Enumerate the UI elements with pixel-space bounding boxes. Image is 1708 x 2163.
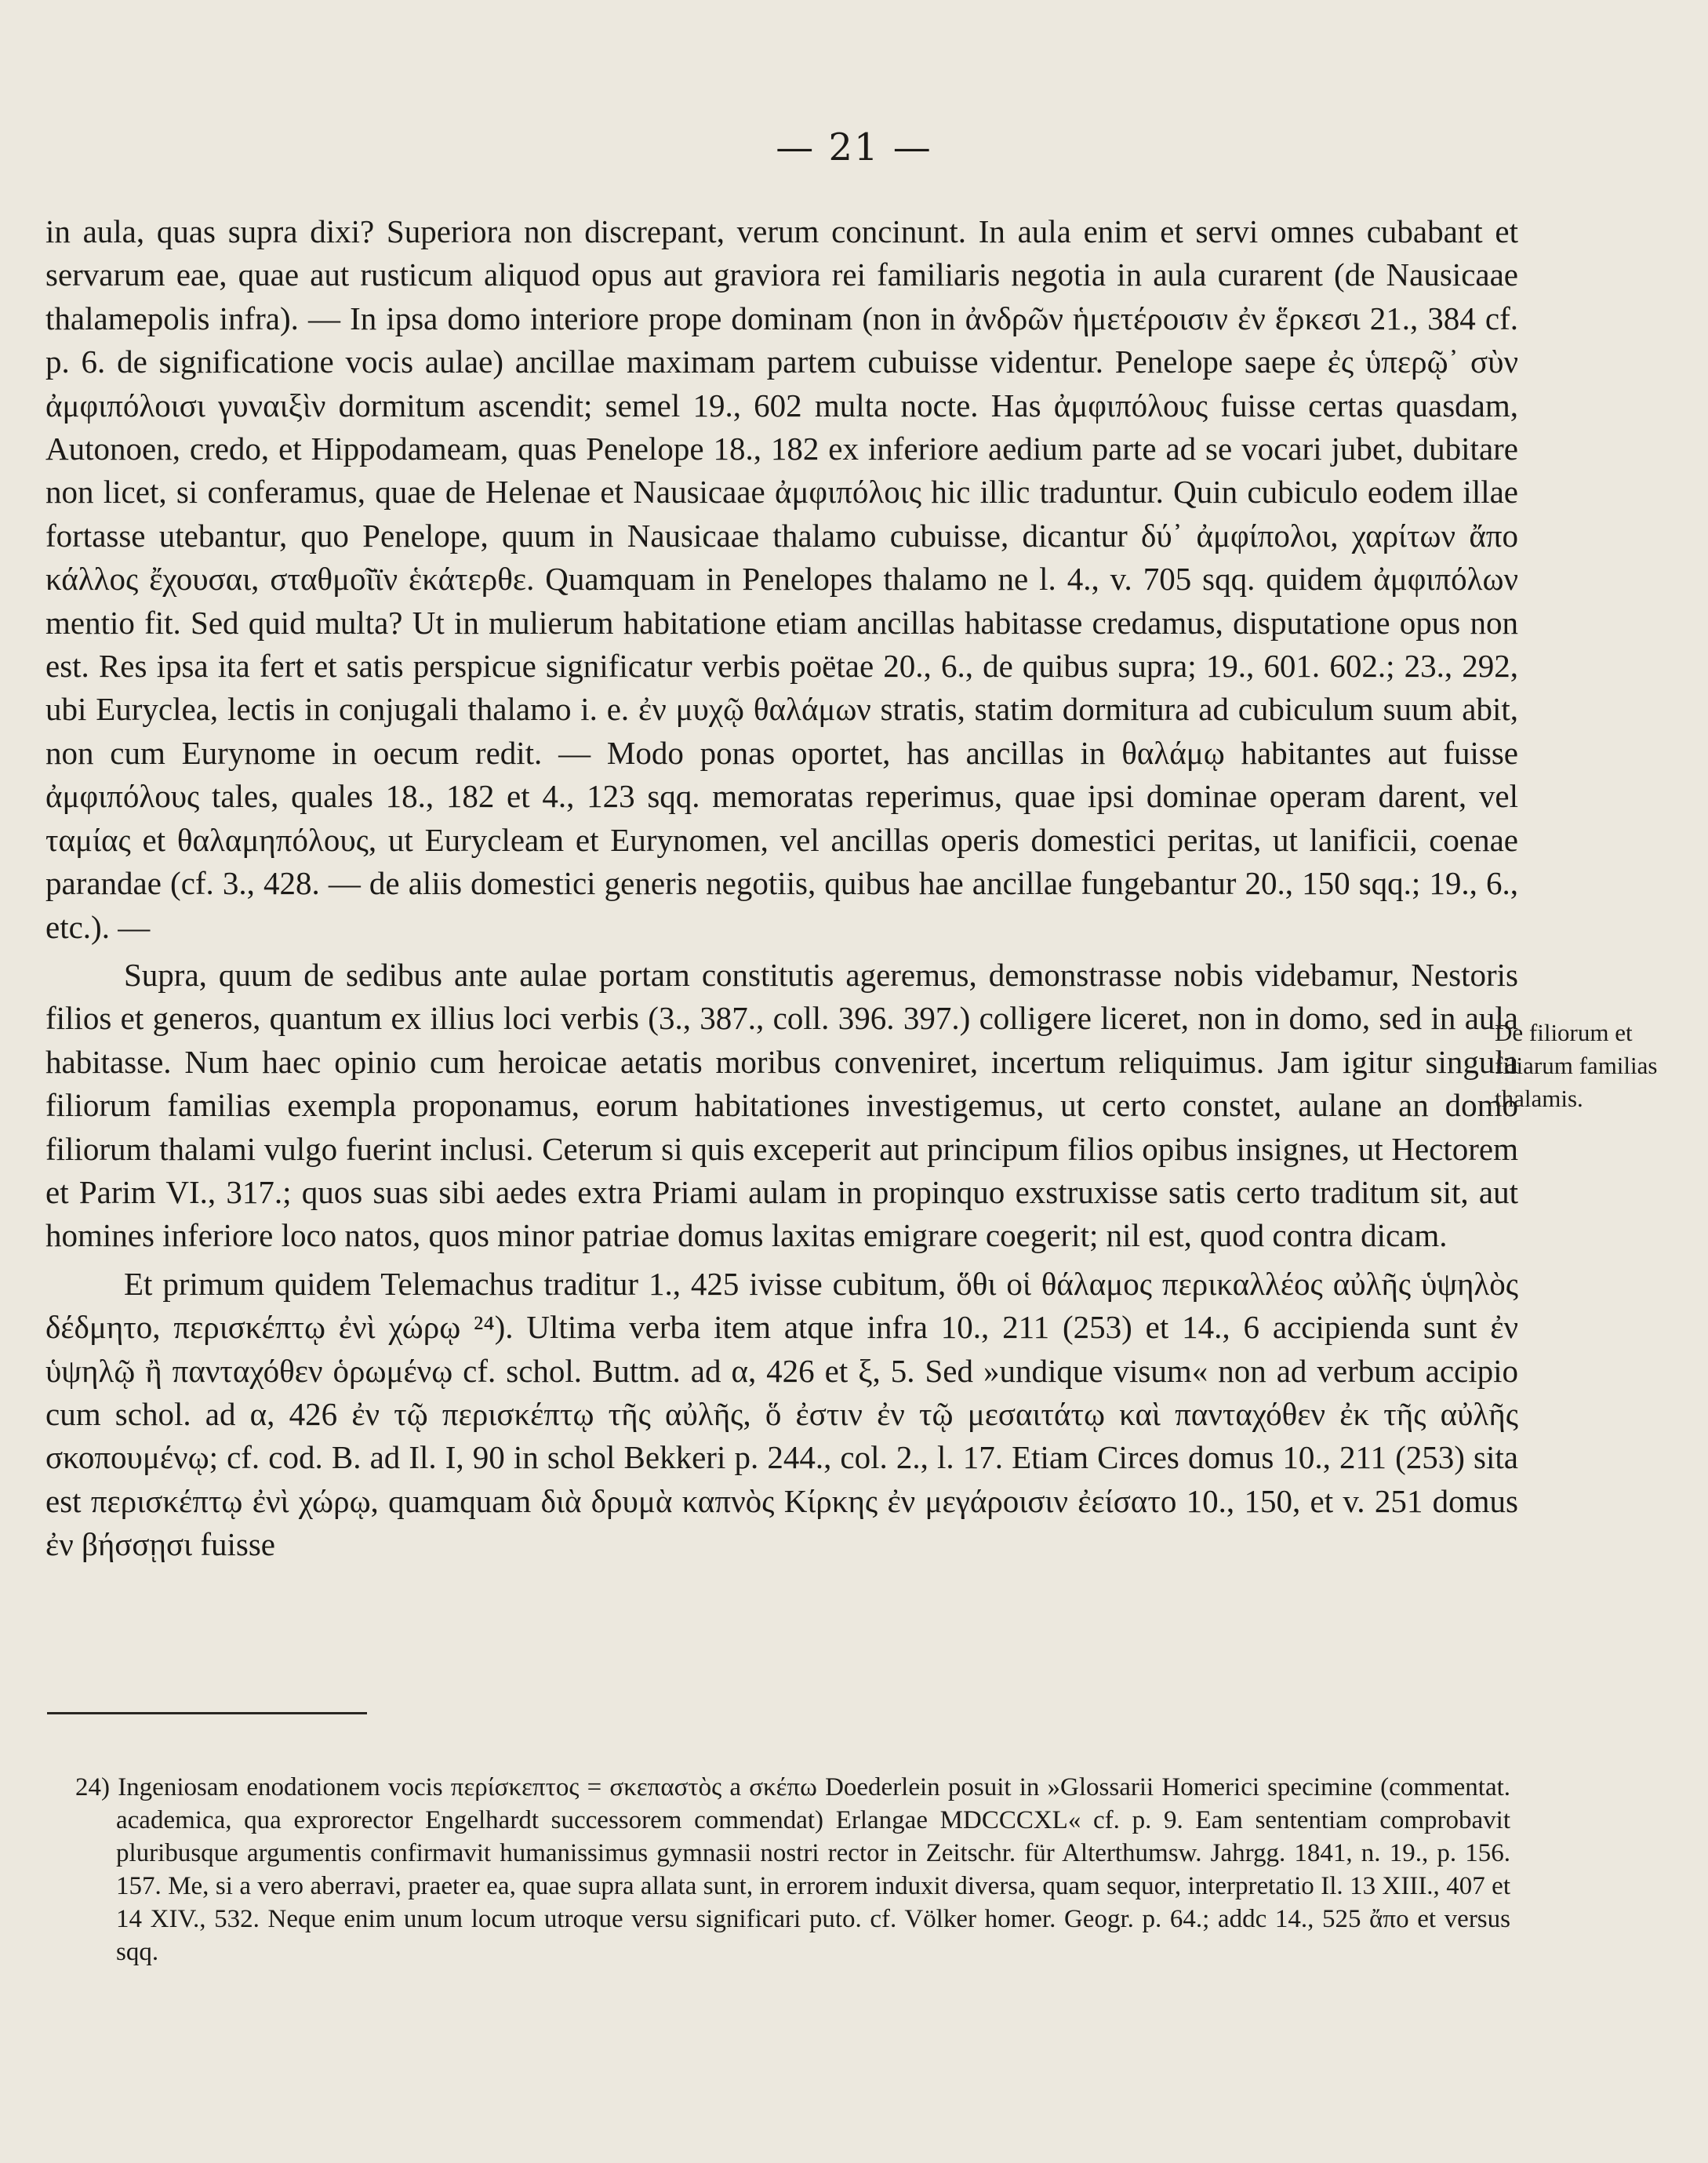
paragraph-2: Supra, quum de sedibus ante aulae portam constitutis ageremus, demonstrasse nobis videbamur, Nestoris filios et generos, quantum ex illius loci verbis (3., 387., coll. 396. 397.) colligere liceret, non in domo, sed in aula habitasse. Num haec opinio cum heroicae aetatis moribus conveniret, incertum reliquimus. Jam igitur singula filiorum familias exempla proponamus, eorum habitationes investigemus, ut certo constet, aulane an domo filiorum thalami vulgo fuerint inclusi. Ceterum si quis exceperit aut principum filios opibus insignes, ut Hectorem et Parim VI., 317.; quos suas sibi aedes extra Priami aulam in propinquo exstruxisse satis certo traditum sit, aut homines inferiore loco natos, quos minor patriae domus laxitas emigrare coegerit; nil est, quod contra dicam.	[45, 956, 1518, 1254]
main-text	[45, 210, 1518, 1567]
paragraph-1: in aula, quas supra dixi? Superiora non discrepant, verum concinunt. In aula enim et servi omnes cubabant et servarum eae, quae aut rusticum aliquod opus aut graviora rei familiaris negotia in aula curarent (de Nausicaae thalamepolis infra). — In ipsa domo interiore prope dominam (non in ἀνδρῶν ἡμετέροισιν ἐν ἕρκεσι 21., 384 cf. p. 6. de significatione vocis aulae) ancillae maximam partem cubuisse videntur. Penelope saepe ἐς ὑπερῷ᾽ σὺν ἀμφιπόλοισι γυναιξὶν dormitum ascendit; semel 19., 602 multa nocte. Has ἀμφιπόλους fuisse certas quasdam, Autonoen, credo, et Hippodameam, quas Penelope 18., 182 ex inferiore aedium parte ad se vocari jubet, dubitare non licet, si conferamus, quae de Helenae et Nausicaae ἀμφιπόλοις hic illic traduntur. Quin cubiculo eodem illae fortasse utebantur, quo Penelope, quum in Nausicaae thalamo cubuisse, dicantur δύ᾽ ἀμφίπολοι, χαρίτων ἄπο κάλλος ἔχουσαι, σταθμοῖϊν ἑκάτερθε. Quamquam in Penelopes thalamo ne l. 4., v. 705 sqq. quidem ἀμφιπόλων mentio fit. Sed quid multa? Ut in mulierum habitatione etiam ancillas habitasse credamus, disputatione opus non est. Res ipsa ita fert et satis perspicue significatur verbis poëtae 20., 6., de quibus supra; 19., 601. 602.; 23., 292, ubi Euryclea, lectis in conjugali thalamo i. e. ἐν μυχῷ θαλάμων stratis, statim dormitura ad cubiculum suum abit, non cum Eurynome in oecum redit. — Modo ponas oportet, has ancillas in θαλάμῳ habitantes aut fuisse ἀμφιπόλους tales, quales 18., 182 et 4., 123 sqq. memoratas reperimus, quae ipsi dominae operam darent, vel ταμίας et θαλαμηπόλους, ut Eurycleam et Eurynomen, vel ancillas operis domestici peritas, ut lanificii, coenae parandae (cf. 3., 428. — de aliis domestici generis negotiis, quibus hae ancillae fungebantur 20., 150 sqq.; 19., 6., etc.). —	[45, 213, 1518, 945]
footnote-text: Ingeniosam enodationem vocis περίσκεπτος = σκεπαστὸς a σκέπω Doederlein posuit in »Glossarii Homerici specimine (commentat. academica, qua exprorector Engelhardt successorem commendat) Erlangae MDCCCXL« cf. p. 9. Eam sententiam comprobavit pluribusque argumentis confirmavit humanissimus gymnasii nostri rector in Zeitschr. für Alterthumsw. Jahrgg. 1841, n. 19., p. 156. 157. Me, si a vero aberravi, praeter ea, quae supra allata sunt, in errorem induxit diversa, quam sequor, interpretatio Il. 13 XIII., 407 et 14 XIV., 532. Neque enim unum locum utroque versu significari puto. cf. Völker homer. Geogr. p. 64.; addc 14., 525 ἄπο et versus sqq.	[116, 1773, 1511, 1966]
paragraph-3: Et primum quidem Telemachus traditur 1., 425 ivisse cubitum, ὅθι οἱ θάλαμος περικαλλέος αὐλῆς ὑψηλὸς δέδμητο, περισκέπτῳ ἐνὶ χώρῳ ²⁴). Ultima verba item atque infra 10., 211 (253) et 14., 6 accipienda sunt ἐν ὑψηλῷ ἢ πανταχόθεν ὁρωμένῳ cf. schol. Buttm. ad α, 426 et ξ, 5. Sed »undique visum« non ad verbum accipio cum schol. ad α, 426 ἐν τῷ περισκέπτῳ τῆς αὐλῆς, ὅ ἐστιν ἐν τῷ μεσαιτάτῳ καὶ πανταχόθεν ἐκ τῆς αὐλῆς σκοπουμένῳ; cf. cod. B. ad Il. I, 90 in schol Bekkeri p. 244., col. 2., l. 17. Etiam Circes domus 10., 211 (253) sita est περισκέπτῳ ἐνὶ χώρῳ, quamquam διὰ δρυμὰ καπνὸς Κίρκης ἐν μεγάροισιν ἐείσατο 10., 150, et v. 251 domus ἐν βήσσῃσι fuisse	[45, 1265, 1518, 1563]
footnote-number: 24)	[75, 1773, 110, 1801]
margin-note: De filiorum et filiarum familias thalamis.	[1495, 1019, 1658, 1112]
page-number: — 21 —	[776, 125, 932, 169]
footnote-divider	[47, 1712, 367, 1714]
footnote	[75, 1771, 1510, 1969]
footnotes	[75, 1771, 1510, 1969]
